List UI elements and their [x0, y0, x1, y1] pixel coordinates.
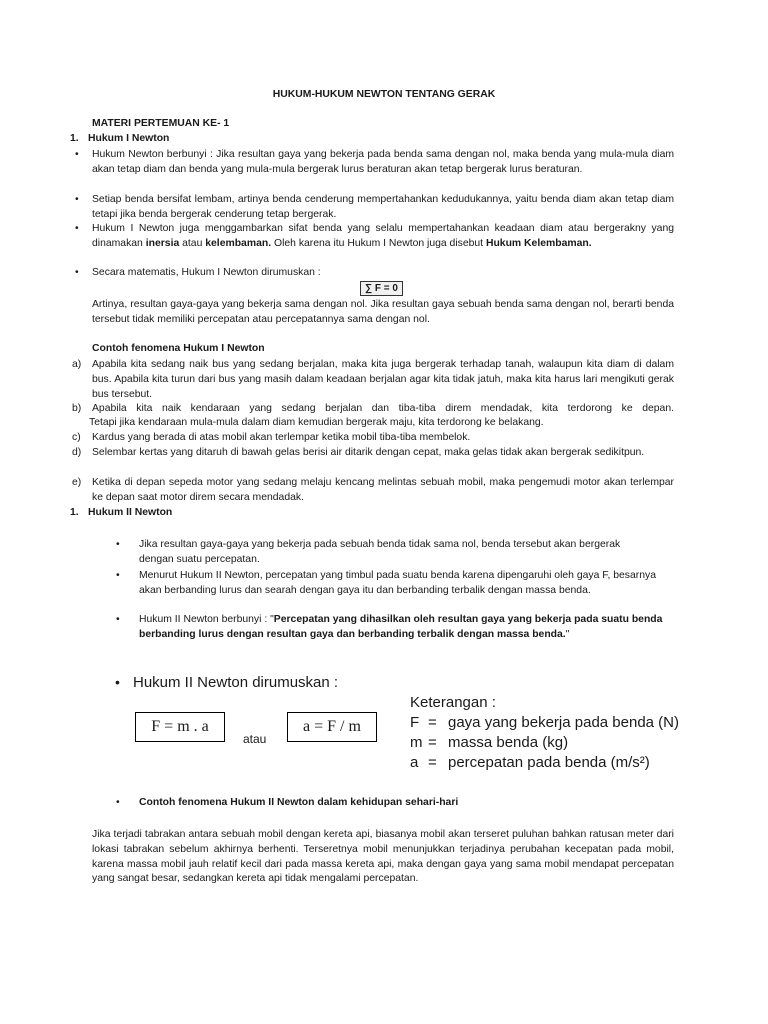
page-title: HUKUM-HUKUM NEWTON TENTANG GERAK [272, 89, 496, 100]
law2-bullet-3: Hukum II Newton berbunyi : "Percepatan yang dihasilkan oleh resultan gaya yang bekerja pada suatu benda berbanding lurus dengan resultan gaya dan berbanding terbalik dengan massa benda." [139, 614, 663, 640]
law2-heading: Hukum II Newton [88, 507, 173, 518]
bullet-icon: • [75, 223, 79, 234]
law1-bullet-4: Secara matematis, Hukum I Newton dirumuskan : [92, 267, 321, 278]
law2-formula-atau: atau [243, 732, 267, 746]
list-marker: c) [72, 432, 81, 443]
law2-formula-2: a = F / m [287, 712, 377, 742]
law1-bullet-3: Hukum I Newton juga menggambarkan sifat benda yang selalu mempertahankan keadaan diam atau bergerakny yang dinamakan inersia atau kelembaman. Oleh karena itu Hukum I Newton juga disebut Hukum Kelembaman. [92, 223, 674, 249]
keterangan-row: m = massa benda (kg) [410, 734, 569, 751]
bullet-icon: • [116, 539, 120, 550]
bullet-icon: • [75, 267, 79, 278]
law1-example: Kardus yang berada di atas mobil akan terlempar ketika mobil tiba-tiba membelok. [92, 432, 471, 443]
bullet-icon: • [75, 194, 79, 205]
law2-number: 1. [70, 507, 79, 518]
law1-example: Apabila kita sedang naik bus yang sedang berjalan, maka kita juga bergerak terhadap tanah, walaupun kita diam di dalam bus. Apabila kita turun dari bus yang masih dalam keadaan berjalan agar kita tidak jatuh, maka kita harus lari mengikuti gerak bus tersebut. [92, 359, 674, 400]
law1-example: Ketika di depan sepeda motor yang sedang melaju kencang melintas sebuah mobil, maka pengemudi motor akan terlempar ke depan saat motor direm secara mendadak. [92, 477, 674, 503]
bullet-icon: • [116, 570, 120, 581]
law1-meaning: Artinya, resultan gaya-gaya yang bekerja sama dengan nol. Jika resultan gaya sebuah benda sama dengan nol, berarti benda tersebut tidak memiliki percepatan atau percepatannya sama dengan nol. [92, 299, 674, 325]
law2-bullet-1: Jika resultan gaya-gaya yang bekerja pada sebuah benda tidak sama nol, benda tersebut akan bergerak dengan suatu percepatan. [139, 539, 621, 565]
law1-example: Apabila kita naik kendaraan yang sedang berjalan dan tiba-tiba direm mendadak, kita terdorong ke depan. [92, 403, 674, 414]
law2-example-paragraph: Jika terjadi tabrakan antara sebuah mobil dengan kereta api, biasanya mobil akan terseret puluhan bahkan ratusan meter dari lokasi tabrakan sebelum akhirnya berhenti. Terseretnya mobil menunjukkan terjadinya perubahan kecepatan pada mobil, karena massa mobil jauh relatif kecil dari pada massa kereta api, maka dengan gaya yang sama mobil mendapat percepatan yang sangat besar, sedangkan kereta api tidak mengalami percepatan. [92, 829, 674, 885]
keterangan-title: Keterangan : [410, 694, 496, 711]
law2-formula-1: F = m . a [135, 712, 225, 742]
law2-examples-heading: Contoh fenomena Hukum II Newton dalam kehidupan sehari-hari [139, 797, 459, 808]
law2-bullet-2: Menurut Hukum II Newton, percepatan yang timbul pada suatu benda karena dipengaruhi oleh gaya F, besarnya akan berbanding lurus dan searah dengan gaya itu dan berbanding terbalik dengan massa benda. [139, 570, 656, 596]
law1-examples-heading: Contoh fenomena Hukum I Newton [92, 343, 265, 354]
bullet-icon: • [116, 614, 120, 625]
list-marker: a) [72, 359, 82, 370]
keterangan-row: a = percepatan pada benda (m/s²) [410, 754, 650, 771]
bullet-icon: • [75, 149, 79, 160]
list-marker: d) [72, 447, 82, 458]
keterangan-row: F = gaya yang bekerja pada benda (N) [410, 714, 679, 731]
law1-number: 1. [70, 133, 79, 144]
law1-bullet-2: Setiap benda bersifat lembam, artinya benda cenderung mempertahankan kedudukannya, yaitu benda diam akan tetap diam tetapi jika benda bergerak cenderung tetap bergerak. [92, 194, 674, 220]
law2-formula-intro: Hukum II Newton dirumuskan : [133, 674, 339, 691]
law1-example-continuation: Tetapi jika kendaraan mula-mula dalam diam kemudian bergerak maju, kita terdorong ke belakang. [89, 417, 544, 428]
law1-heading: Hukum I Newton [88, 133, 170, 144]
law1-bullet-1: Hukum Newton berbunyi : Jika resultan gaya yang bekerja pada benda sama dengan nol, maka benda yang mula-mula diam akan tetap diam dan benda yang mula-mula bergerak lurus beraturan akan tetap bergerak lurus beraturan. [92, 149, 674, 175]
law1-formula: ∑ F = 0 [360, 281, 403, 296]
list-marker: e) [72, 477, 82, 488]
bullet-icon: • [116, 797, 120, 808]
meeting-heading: MATERI PERTEMUAN KE- 1 [92, 118, 230, 129]
law1-example: Selembar kertas yang ditaruh di bawah gelas berisi air ditarik dengan cepat, maka gelas tidak akan bergerak sedikitpun. [92, 447, 645, 458]
list-marker: b) [72, 403, 82, 414]
bullet-icon: • [115, 674, 120, 690]
